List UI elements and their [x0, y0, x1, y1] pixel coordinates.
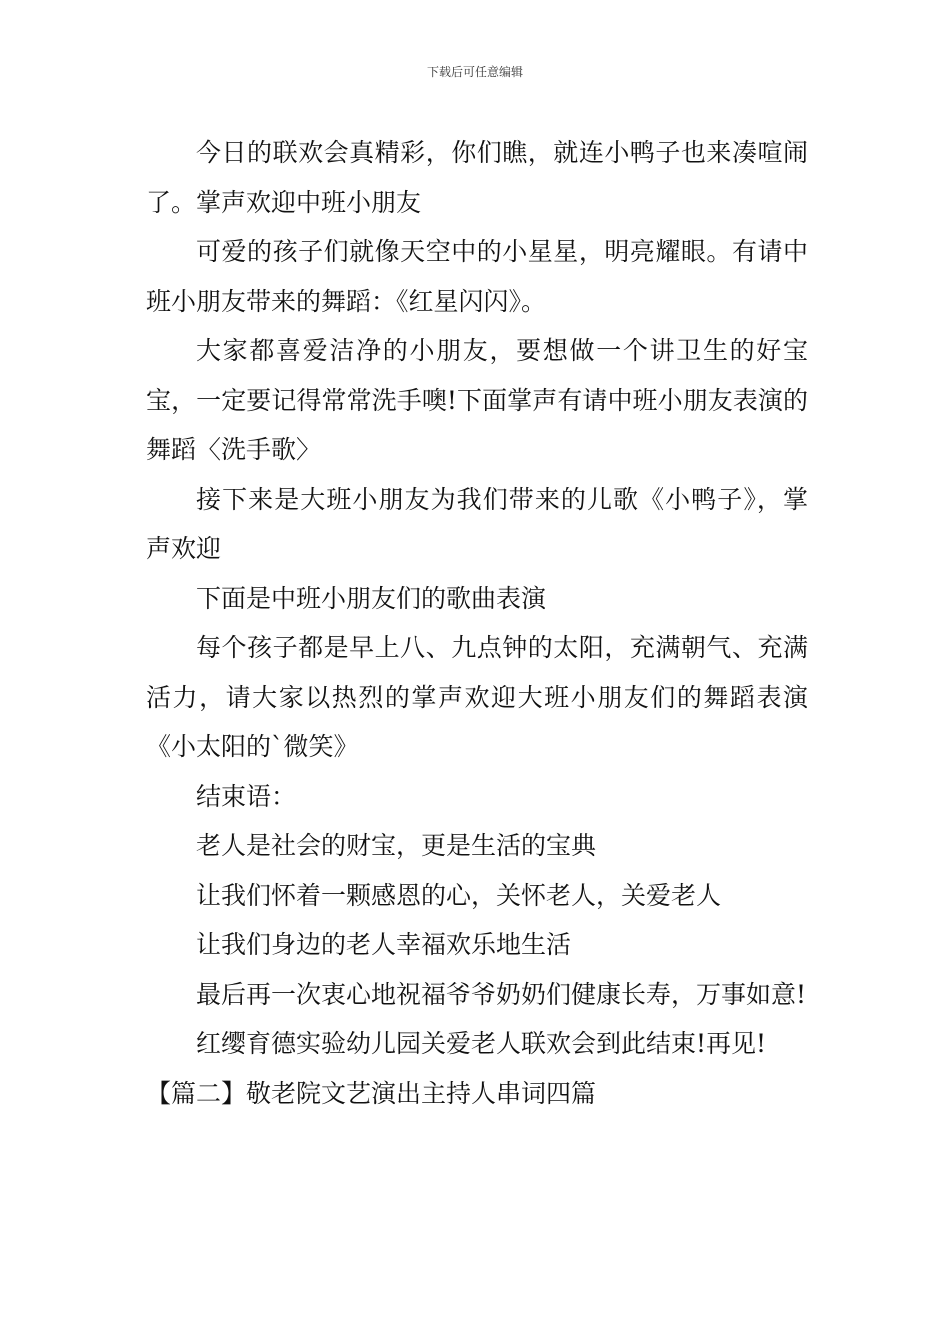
paragraph-1: 今日的联欢会真精彩，你们瞧，就连小鸭子也来凑喧闹了。掌声欢迎中班小朋友 — [146, 138, 808, 217]
paragraph-6: 每个孩子都是早上八、九点钟的太阳，充满朝气、充满活力，请大家以热烈的掌声欢迎大班小朋友们的舞蹈表演《小太阳的`微笑》 — [146, 633, 808, 761]
document-body — [146, 128, 808, 1118]
paragraph-12: 红缨育德实验幼儿园关爱老人联欢会到此结束!再见! — [196, 1029, 767, 1058]
paragraph-9: 让我们怀着一颗感恩的心，关怀老人，关爱老人 — [196, 880, 722, 910]
paragraph-closing-label: 结束语： — [196, 781, 297, 811]
paragraph-5: 下面是中班小朋友们的歌曲表演 — [196, 583, 547, 613]
paragraph-10: 让我们身边的老人幸福欢乐地生活 — [196, 930, 572, 959]
paragraph-4: 接下来是大班小朋友为我们带来的儿歌《小鸭子》，掌声欢迎 — [146, 484, 808, 563]
section-heading: 【篇二】敬老院文艺演出主持人串词四篇 — [146, 1078, 597, 1108]
page-header: 下载后可任意编辑 — [426, 65, 523, 79]
paragraph-11: 最后再一次衷心地祝福爷爷奶奶们健康长寿，万事如意! — [196, 979, 807, 1009]
paragraph-8: 老人是社会的财宝，更是生活的宝典 — [196, 831, 597, 860]
paragraph-3: 大家都喜爱洁净的小朋友，要想做一个讲卫生的好宝宝，一定要记得常常洗手噢!下面掌声有请中班小朋友表演的舞蹈〈洗手歌〉 — [146, 336, 808, 464]
paragraph-2: 可爱的孩子们就像天空中的小星星，明亮耀眼。有请中班小朋友带来的舞蹈：《红星闪闪》。 — [146, 237, 808, 316]
